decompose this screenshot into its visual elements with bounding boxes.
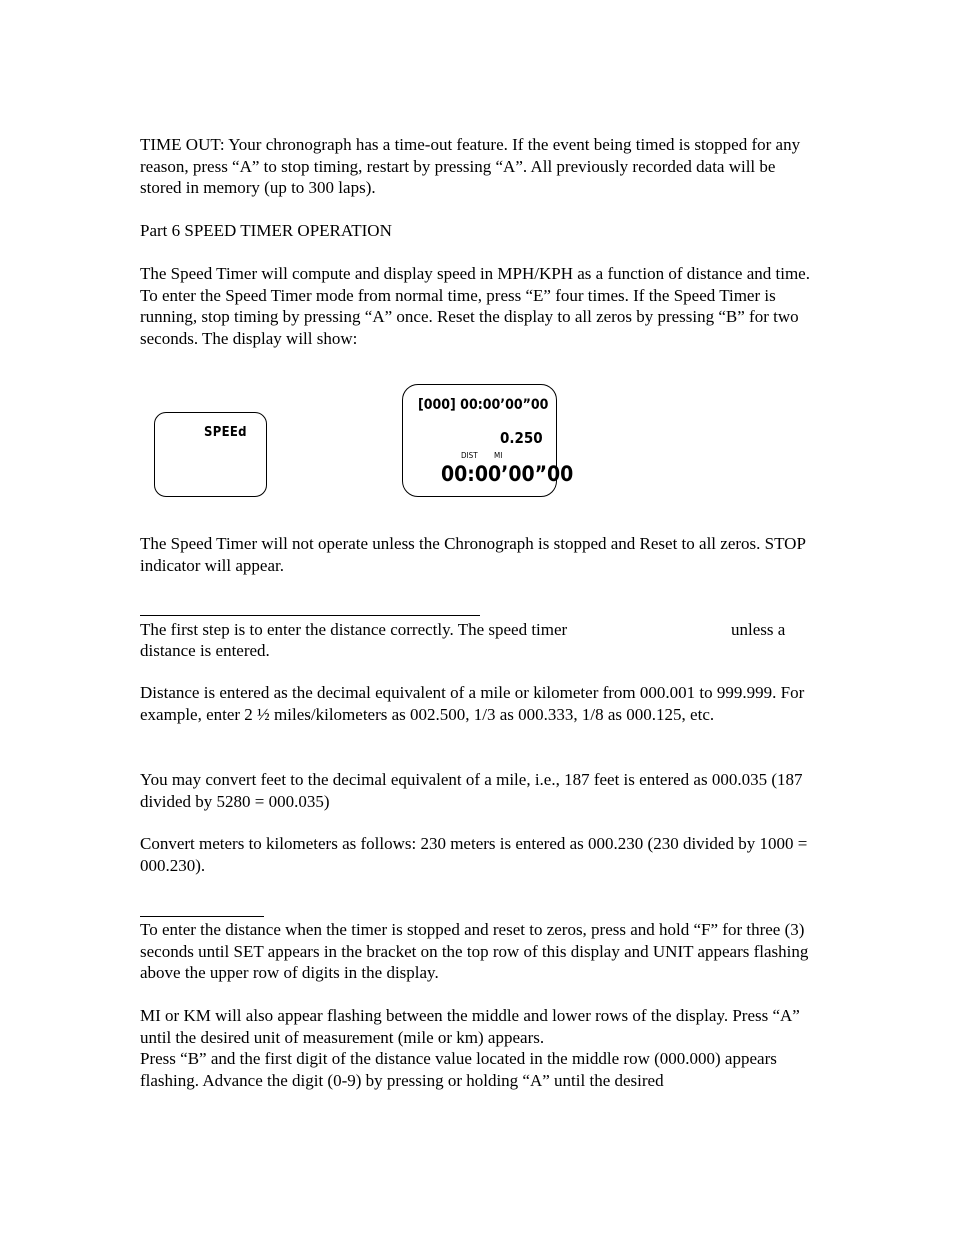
time-out-paragraph: TIME OUT: Your chronograph has a time-out feature. If the event being timed is stopped for any reason, press “A” to stop timing, restart by pressing “A”. All previously recorded data will be stored in memory (up to 300 laps). bbox=[140, 135, 801, 197]
display-dist-label: DIST bbox=[461, 451, 478, 460]
convert-meters-paragraph: Convert meters to kilometers as follows: 230 meters is entered as 000.230 (230 divided by 1000 = 000.230). bbox=[140, 834, 808, 875]
speed-mode-display bbox=[154, 412, 267, 497]
unit-selection-paragraph: MI or KM will also appear flashing between the middle and lower rows of the display. Press “A” until the desired unit of measurement (mile or km) appears. bbox=[140, 1006, 800, 1047]
display-top-row: [000] 00:00’00”00 bbox=[418, 397, 549, 413]
chronograph-display bbox=[402, 384, 574, 497]
first-step-text: The first step is to enter the distance correctly. The speed timer bbox=[140, 620, 568, 639]
not-operate-paragraph: The Speed Timer will not operate unless the Chronograph is stopped and Reset to all zeros. STOP indicator will appear. bbox=[140, 534, 806, 575]
convert-feet-paragraph: You may convert feet to the decimal equivalent of a mile, i.e., 187 feet is entered as 000.035 (187 divided by 5280 = 000.035) bbox=[140, 770, 803, 811]
speed-mode-text: SPEEd bbox=[204, 425, 247, 440]
section-divider bbox=[140, 615, 480, 616]
display-unit-label: MI bbox=[494, 451, 503, 460]
section-heading: Part 6 SPEED TIMER OPERATION bbox=[140, 221, 392, 240]
display-distance-value: 0.250 bbox=[500, 429, 543, 447]
enter-distance-paragraph: To enter the distance when the timer is stopped and reset to zeros, press and hold “F” for three (3) seconds until SET appears in the bracket on the top row of this display and UNIT appears flashing above the upper row of digits in the display. bbox=[140, 920, 809, 982]
speed-timer-intro-paragraph: The Speed Timer will compute and display speed in MPH/KPH as a function of distance and time. To enter the Speed Timer mode from normal time, press “E” four times. If the Speed Timer is running, stop timing by pressing “A” once. Reset the display to all zeros by pressing “B” for two seconds. The display will show: bbox=[140, 264, 810, 348]
press-b-paragraph: Press “B” and the first digit of the distance value located in the middle row (000.000) appears flashing. Advance the digit (0-9) by pressing or holding “A” until the desired bbox=[140, 1049, 777, 1090]
section-divider-2 bbox=[140, 916, 264, 917]
first-step-continuation: unless a bbox=[731, 620, 786, 639]
decimal-equivalent-paragraph: Distance is entered as the decimal equivalent of a mile or kilometer from 000.001 to 999.999. For example, enter 2 ½ miles/kilometers as 002.500, 1/3 as 000.333, 1/8 as 000.125, etc. bbox=[140, 683, 805, 724]
display-bottom-row: 00:00’00”00 bbox=[441, 462, 574, 486]
first-step-end: distance is entered. bbox=[140, 641, 270, 660]
